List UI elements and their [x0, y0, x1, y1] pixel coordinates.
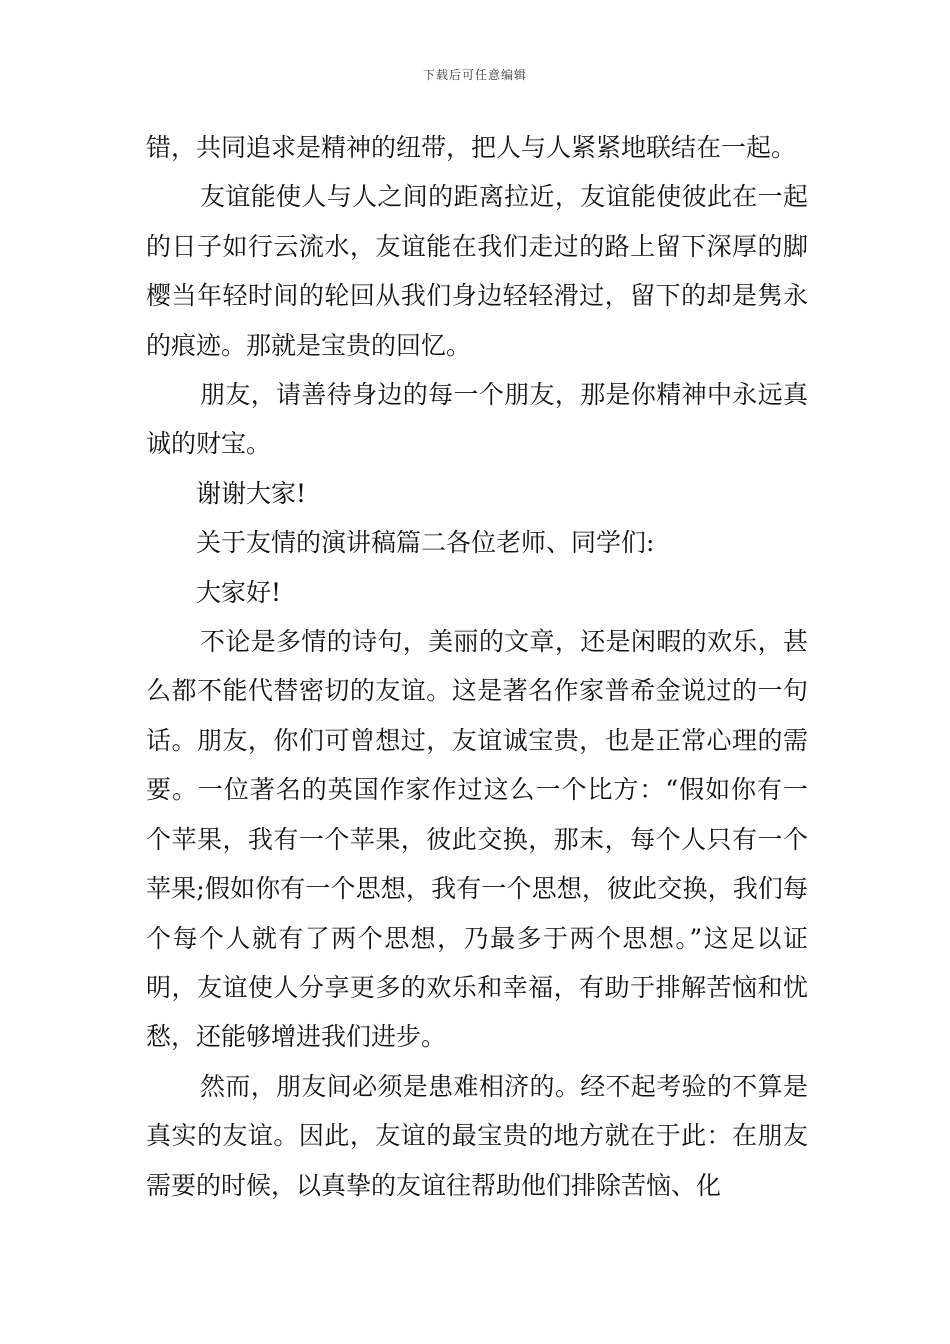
paragraph-2: 友谊能使人与人之间的距离拉近，友谊能使彼此在一起的日子如行云流水，友谊能在我们走过的路上留下深厚的脚樱当年轻时间的轮回从我们身边轻轻滑过，留下的却是隽永的痕迹。那就是宝贵的回忆。 [146, 182, 808, 360]
page-header-note: 下载后可任意编辑 [422, 68, 527, 82]
paragraph-3: 朋友，请善待身边的每一个朋友，那是你精神中永远真诚的财宝。 [146, 380, 808, 459]
paragraph-1: 错，共同追求是精神的纽带，把人与人紧紧地联结在一起。 [146, 133, 797, 162]
paragraph-4: 谢谢大家! [196, 478, 307, 508]
paragraph-6: 大家好! [196, 577, 282, 607]
document-body [146, 123, 808, 1210]
paragraph-7: 不论是多情的诗句，美丽的文章，还是闲暇的欢乐，甚么都不能代替密切的友谊。这是著名作家普希金说过的一句话。朋友，你们可曾想过，友谊诚宝贵，也是正常心理的需要。一位著名的英国作家作过这么一个比方：“假如你有一个苹果，我有一个苹果，彼此交换，那末，每个人只有一个苹果;假如你有一个思想，我有一个思想，彼此交换，我们每个每个人就有了两个思想，乃最多于两个思想。”这足以证明，友谊使人分享更多的欢乐和幸福，有助于排解苦恼和忧愁，还能够增进我们进步。 [146, 627, 808, 1052]
paragraph-8: 然而，朋友间必须是患难相济的。经不起考验的不算是真实的友谊。因此，友谊的最宝贵的地方就在于此：在朋友需要的时候，以真挚的友谊往帮助他们排除苦恼、化 [146, 1071, 808, 1200]
paragraph-5: 关于友情的演讲稿篇二各位老师、同学们: [196, 528, 655, 558]
